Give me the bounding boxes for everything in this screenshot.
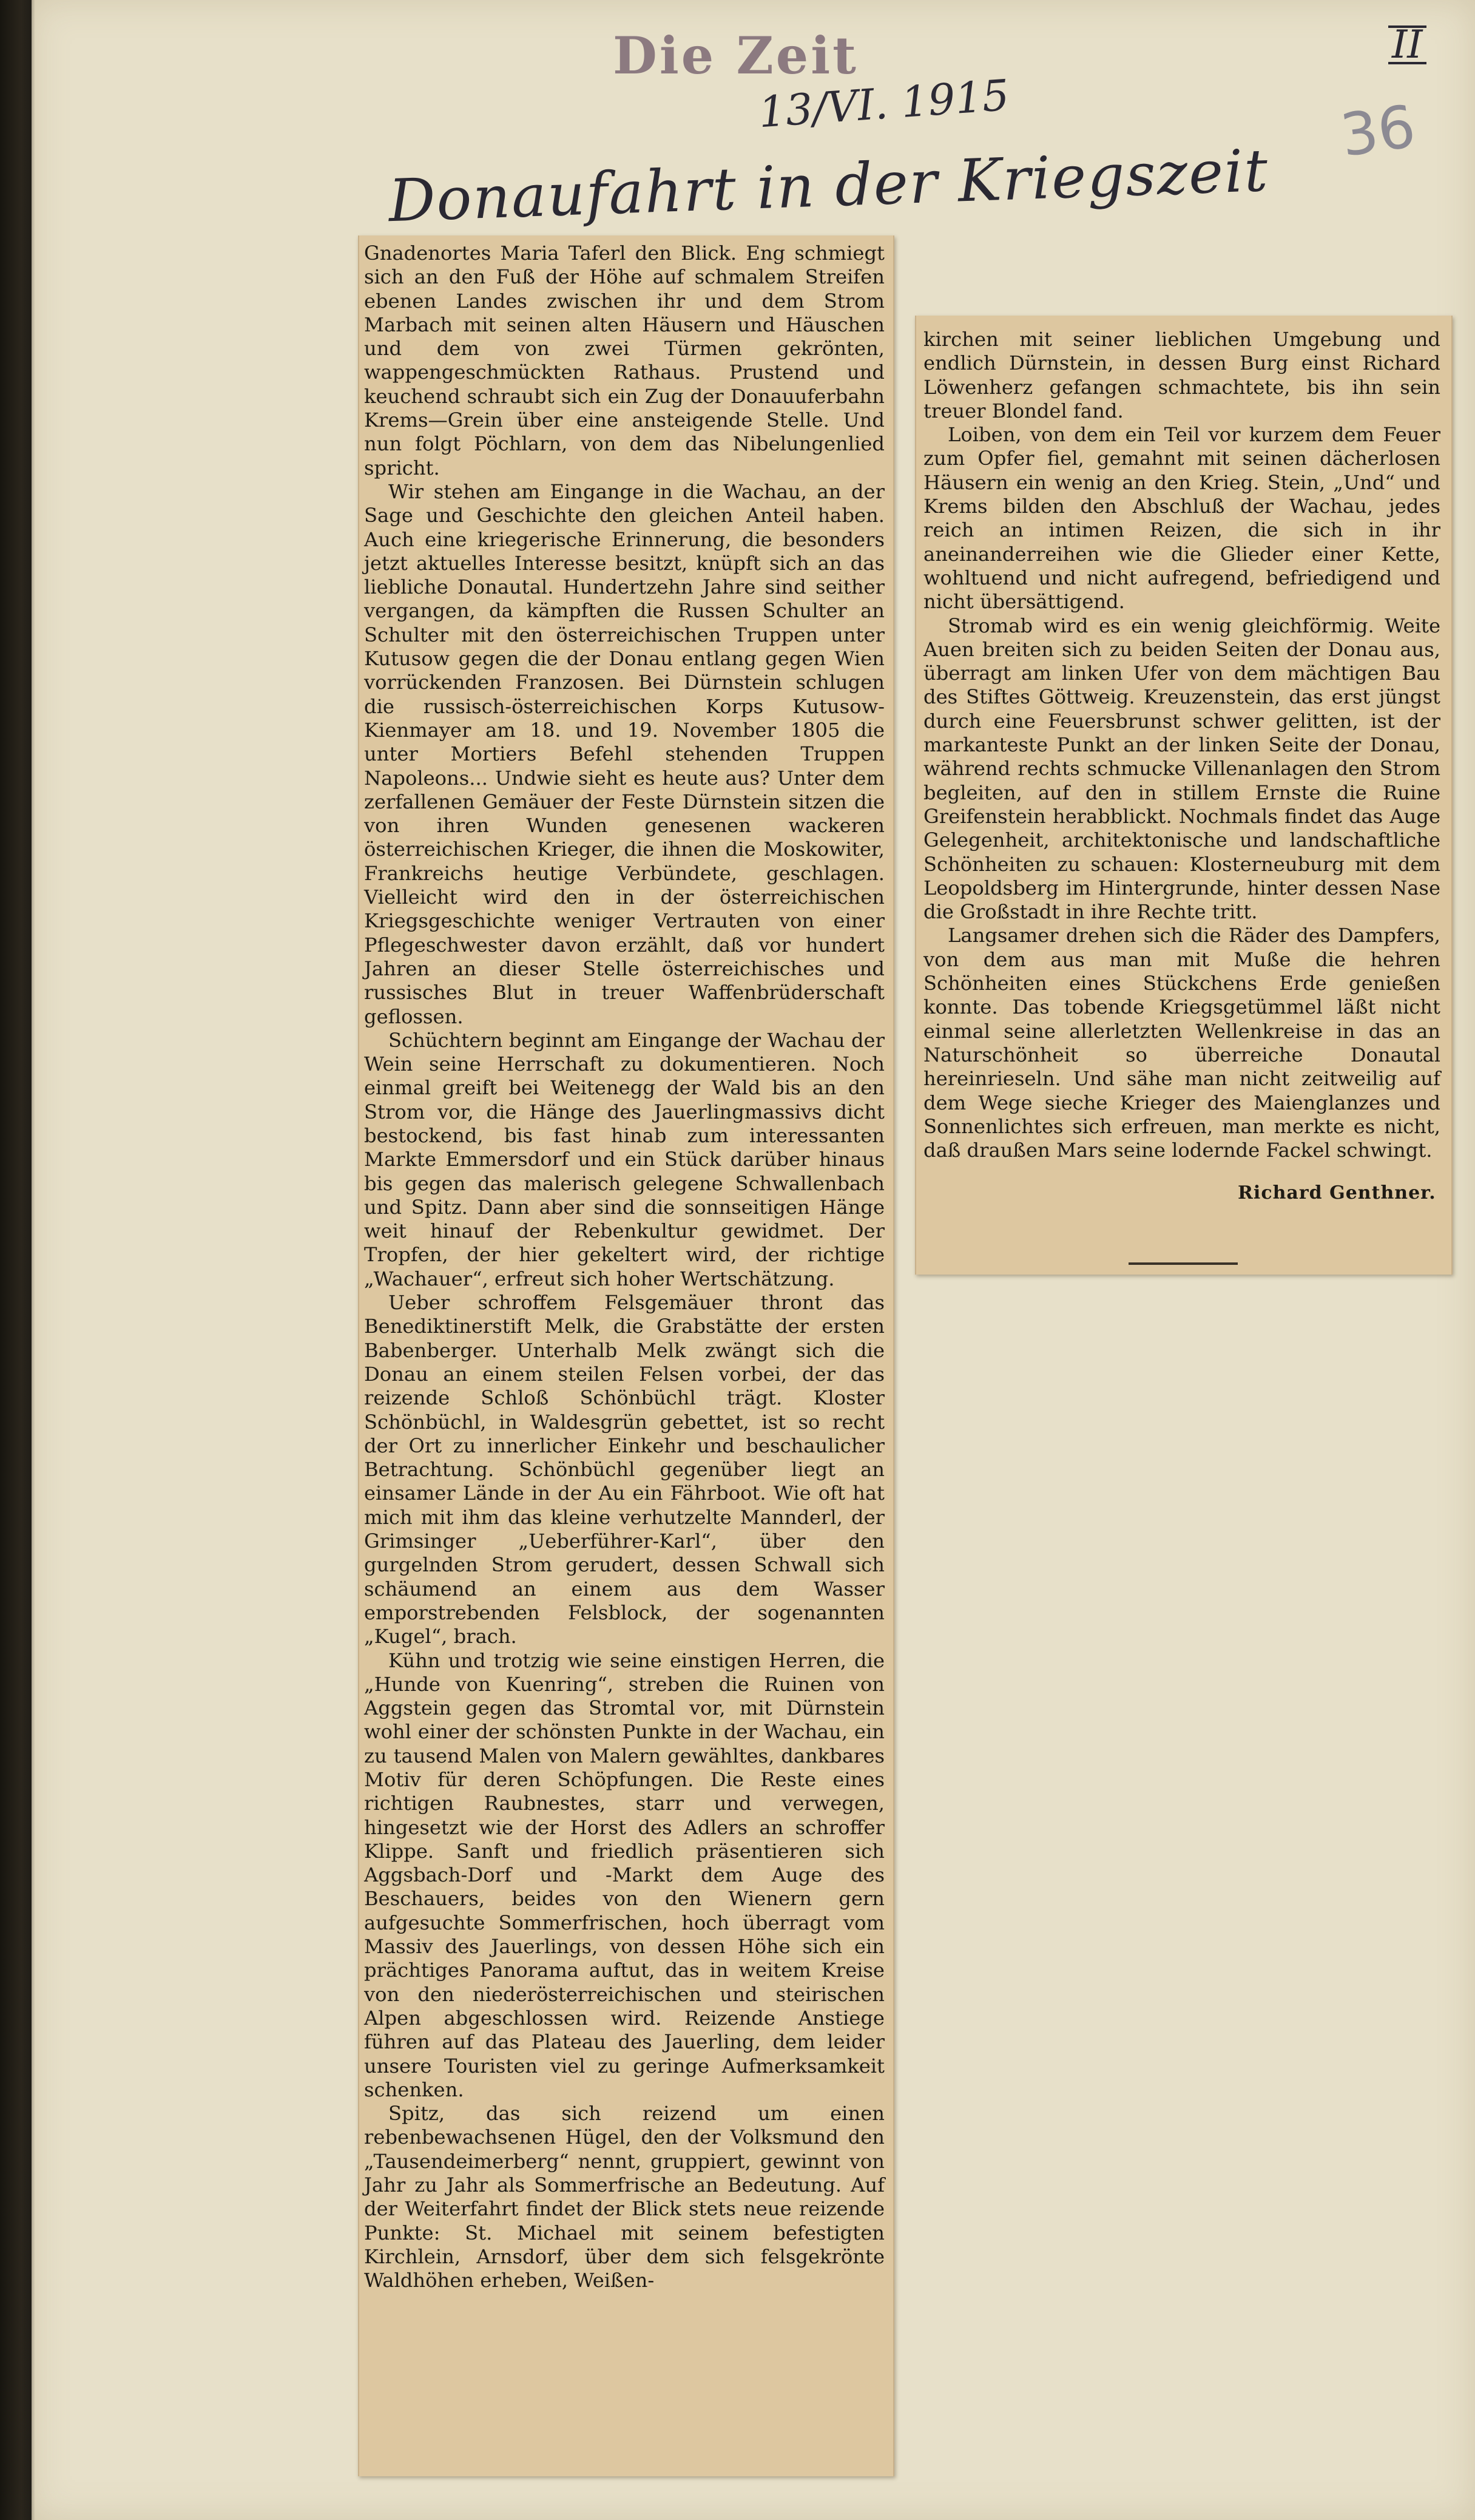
page-edge-shadow (0, 0, 35, 2520)
paragraph: Loiben, von dem ein Teil vor kurzem dem Feuer zum Opfer fiel, gemahnt mit seinen dächerlosen Häusern ein wenig an den Krieg. Stein, „Und“ und Krems bilden den Abschluß der Wachau, jedes reich an intimen Reizen, die sich in ihr aneinanderreihen wie die Glieder einer Kette, wohltuend und nicht aufregend, befriedigend und nicht übersättigend. (923, 423, 1440, 614)
paragraph: Langsamer drehen sich die Räder des Dampfers, von dem aus man mit Muße die hehren Schönheiten eines Stückchens Erde genießen konnte. Das tobende Kriegsgetümmel läßt nicht einmal seine allerletzten Wellenkreise in das an Naturschönheit so überreiche Donautal hereinrieseln. Und sähe man nicht zeitweilig auf dem Wege sieche Krieger des Maienglanzes und Sonnenlichtes sich erfreuen, man merkte es nicht, daß draußen Mars seine lodernde Fackel schwingt. (923, 924, 1440, 1162)
paragraph: Stromab wird es ein wenig gleichförmig. Weite Auen breiten sich zu beiden Seiten der Donau aus, überragt am linken Ufer von dem mächtigen Bau des Stiftes Göttweig. Kreuzenstein, das erst jüngst durch eine Feuersbrunst schwer gelitten, ist der markanteste Punkt an der linken Seite der Donau, während rechts schmucke Villenanlagen den Strom begleiten, auf den in stillem Ernste die Ruine Greifenstein herabblickt. Nochmals findet das Auge Gelegenheit, architektonische und landschaftliche Schönheiten zu schauen: Klosterneuburg mit dem Leopoldsberg im Hintergrunde, hinter dessen Nase die Großstadt in ihre Rechte tritt. (923, 614, 1440, 924)
paragraph: Ueber schroffem Felsgemäuer thront das Benediktinerstift Melk, die Grabstätte der ersten Babenberger. Unterhalb Melk zwängt sich die Donau an einem steilen Felsen vorbei, der das reizende Schloß Schönbüchl trägt. Kloster Schönbüchl, in Waldesgrün gebettet, ist so recht der Ort zu innerlicher Einkehr und beschaulicher Betrachtung. Schönbüchl gegenüber liegt an einsamer Lände in der Au ein Fährboot. Wie oft hat mich mit ihm das kleine verhutzelte Mannderl, der Grimsinger „Ueberführer-Karl“, über den gurgelnden Strom gerudert, dessen Schwall sich schäumend an einem aus dem Wasser emporstrebenden Felsblock, der sogenannten „Kugel“, brach. (364, 1291, 885, 1648)
paragraph: Spitz, das sich reizend um einen rebenbewachsenen Hügel, den der Volksmund den „Tausendeimerberg“ nennt, gruppiert, gewinnt von Jahr zu Jahr als Sommerfrische an Bedeutung. Auf der Weiterfahrt findet der Blick stets neue reizende Punkte: St. Michael mit seinem befestigten Kirchlein, Arnsdorf, über dem sich felsgekrönte Waldhöhen erheben, Weißen- (364, 2102, 885, 2292)
paragraph: kirchen mit seiner lieblichen Umgebung und endlich Dürnstein, in dessen Burg einst Richard Löwenherz gefangen schmachtete, bis ihn sein treuer Blondel fand. (923, 328, 1440, 422)
handwritten-title: Donaufahrt in der Kriegszeit (387, 136, 1270, 235)
paragraph: Kühn und trotzig wie seine einstigen Herren, die „Hunde von Kuenring“, streben die Ruinen von Aggstein gegen das Stromtal vor, mit Dürnstein wohl einer der schönsten Punkte in der Wachau, ein zu tausend Malen von Malern gewähltes, dankbares Motiv für deren Schöpfungen. Die Reste eines richtigen Raubnestes, starr und verwegen, hingesetzt wie der Horst des Adlers an schroffer Klippe. Sanft und friedlich präsentieren sich Aggsbach-Dorf und -Markt dem Auge des Beschauers, beides von den Wienern gern aufgesuchte Sommerfrischen, hoch überragt vom Massiv des Jauerlings, von dessen Höhe sich ein prächtiges Panorama auftut, das in weitem Kreise von den niederösterreichischen und steirischen Alpen abgeschlossen wird. Reizende Anstiege führen auf das Plateau des Jauerling, dem leider unsere Touristen viel zu geringe Aufmerksamkeit schenken. (364, 1648, 885, 2101)
end-rule (1129, 1262, 1238, 1265)
handwritten-date: 13/VI. 1915 (757, 70, 1011, 138)
paragraph: Wir stehen am Eingange in die Wachau, an der Sage und Geschichte den gleichen Anteil haben. Auch eine kriegerische Erinnerung, die besonders jetzt aktuelles Interesse besitzt, knüpft sich an das liebliche Donautal. Hundertzehn Jahre sind seither vergangen, da kämpften die Russen Schulter an Schulter mit den österreichischen Truppen unter Kutusow gegen die der Donau entlang gegen Wien vorrückenden Franzosen. Bei Dürnstein schlugen die russisch-österreichischen Korps Kutusow-Kienmayer am 18. und 19. November 1805 die unter Mortiers Befehl stehenden Truppen Napoleons... Undwie sieht es heute aus? Unter dem zerfallenen Gemäuer der Feste Dürnstein sitzen die von ihren Wunden genesenen wackeren österreichischen Krieger, die ihnen die Moskowiter, Frankreichs heutige Verbündete, geschlagen. Vielleicht wird den in der österreichischen Kriegsgeschichte weniger Vertrauten von einer Pflegeschwester davon erzählt, daß vor hundert Jahren an dieser Stelle österreichisches und russisches Blut in treuer Waffenbrüderschaft geflossen. (364, 479, 885, 1028)
article-column-left (364, 242, 885, 2293)
paragraph: Gnadenortes Maria Taferl den Blick. Eng schmiegt sich an den Fuß der Höhe auf schmalem Streifen ebenen Landes zwischen ihr und dem Strom Marbach mit seinen alten Häusern und Häuschen und dem von zwei Türmen gekrönten, wappengeschmückten Rathaus. Prustend und keuchend schraubt sich ein Zug der Donauuferbahn Krems—Grein über eine ansteigende Stelle. Und nun folgt Pöchlarn, von dem das Nibelungenlied spricht. (364, 242, 885, 479)
paragraph: Schüchtern beginnt am Eingange der Wachau der Wein seine Herrschaft zu dokumentieren. Noch einmal greift bei Weitenegg der Wald bis an den Strom vor, die Hänge des Jauerlingmassivs dicht bestockend, bis fast hinab zum interessanten Markte Emmersdorf und ein Stück darüber hinaus bis gegen das malerisch gelegene Schwallenbach und Spitz. Dann aber sind die sonnseitigen Hänge weit hinauf der Rebenkultur gewidmet. Der Tropfen, der hier gekeltert wird, der richtige „Wachauer“, erfreut sich hoher Wertschätzung. (364, 1028, 885, 1290)
article-column-right (923, 328, 1440, 1162)
handwritten-page-number: 36 (1336, 92, 1420, 170)
page-roman-numeral: II (1388, 25, 1426, 64)
newspaper-masthead: Die Zeit (613, 25, 859, 86)
author-signature: Richard Genthner. (1238, 1182, 1436, 1204)
